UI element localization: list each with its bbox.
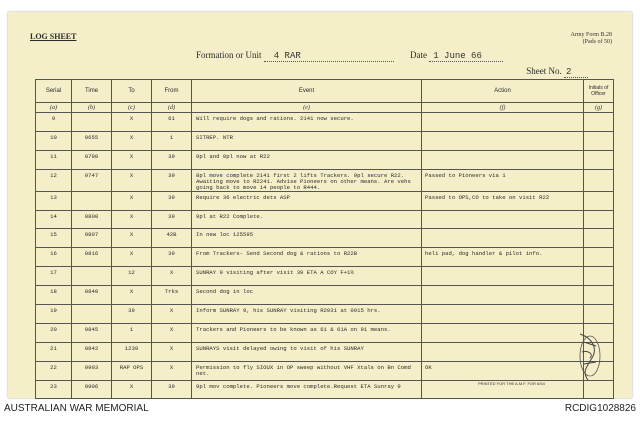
row-serial: 16	[36, 248, 72, 267]
row-action: OK	[422, 361, 584, 380]
row-initials	[584, 150, 614, 169]
row-to: X	[112, 131, 152, 150]
col-subheader: (b)	[72, 103, 112, 113]
row-from: 61	[152, 113, 192, 132]
row-serial: 20	[36, 323, 72, 342]
col-header: Action	[422, 80, 584, 103]
row-initials	[584, 248, 614, 267]
col-subheader: (c)	[112, 103, 152, 113]
row-time	[72, 267, 112, 286]
table-row	[36, 342, 614, 361]
col-subheader: (e)	[192, 103, 422, 113]
row-from: X	[152, 267, 192, 286]
row-to: X	[112, 229, 152, 248]
col-header: Event	[192, 80, 422, 103]
row-event: Inform SUNRAY 9, his SUNRAY visiting R2031 at 0915 hrs.	[192, 305, 422, 324]
row-time: 0747	[72, 169, 112, 191]
row-event: 9pl mov complete. Pioneers move complete.Request ETA Sunray 9	[192, 380, 422, 399]
row-to: X	[112, 113, 152, 132]
table-row	[36, 113, 614, 132]
row-to: 1	[112, 323, 152, 342]
row-event: Second dog in loc	[192, 286, 422, 305]
row-time: 0800	[72, 210, 112, 229]
col-header: To	[112, 80, 152, 103]
row-serial: 12	[36, 169, 72, 191]
subheader-row	[36, 103, 614, 113]
row-serial: 19	[36, 305, 72, 324]
row-action	[422, 150, 584, 169]
row-time: 0840	[72, 286, 112, 305]
row-serial: 9	[36, 113, 72, 132]
table-row	[36, 286, 614, 305]
log-sheet-page	[8, 12, 632, 398]
col-subheader: (d)	[152, 103, 192, 113]
date-label: Date	[410, 50, 427, 60]
row-initials	[584, 229, 614, 248]
row-time	[72, 305, 112, 324]
row-event: 9pl and 0pl now at R22	[192, 150, 422, 169]
row-serial: 13	[36, 191, 72, 210]
row-event: Permission to fly SIOUX in OP sweep without VHF Xtals on Bn Comd net.	[192, 361, 422, 380]
table-row	[36, 150, 614, 169]
row-from: X	[152, 361, 192, 380]
table-row	[36, 131, 614, 150]
table-row	[36, 229, 614, 248]
row-time: 0700	[72, 150, 112, 169]
table-row	[36, 169, 614, 191]
row-event: Trackers and Pioneers to be known as 61 & 61A on 91 means.	[192, 323, 422, 342]
row-to: X	[112, 248, 152, 267]
row-initials	[584, 131, 614, 150]
row-to: RAP OPS	[112, 361, 152, 380]
row-action: Passed to Pioneers via 1	[422, 169, 584, 191]
print-note: PRINTED FOR THE A.M.F. FOR 6/54	[478, 381, 545, 386]
row-event: In new loc 125595	[192, 229, 422, 248]
row-from: Trks	[152, 286, 192, 305]
col-header: Time	[72, 80, 112, 103]
row-action	[422, 229, 584, 248]
row-event: From Trackers- Send Second dog & rations to R22B	[192, 248, 422, 267]
row-event: Require 36 electric dets ASP	[192, 191, 422, 210]
row-action	[422, 342, 584, 361]
col-header: Serial	[36, 80, 72, 103]
row-event: SUNRAY 9 visiting after visit 39 ETA A COY F+1½	[192, 267, 422, 286]
sheet-number	[526, 66, 588, 78]
row-event: 8pl move complete 2141 first 2 lifts Trackers. 9pl secure R22. Awaiting move to R2241. Advise Pioneers on other means. Are vehs going back to move 14 people to R444.	[192, 169, 422, 191]
col-header: Initials of Officer	[584, 80, 614, 103]
army-form-label	[570, 32, 612, 46]
row-event: Will require dogs and rations. 2141 now secure.	[192, 113, 422, 132]
row-time: 0903	[72, 361, 112, 380]
row-initials	[584, 191, 614, 210]
row-from: 39	[152, 210, 192, 229]
row-from: X	[152, 305, 192, 324]
row-from: X	[152, 342, 192, 361]
row-time: 0842	[72, 342, 112, 361]
row-initials	[584, 305, 614, 324]
row-initials	[584, 169, 614, 191]
army-form-line1: Army Form B.28	[570, 32, 612, 38]
row-to: 12	[112, 267, 152, 286]
sheet-number-label: Sheet No.	[526, 66, 562, 76]
row-initials	[584, 286, 614, 305]
row-to: 1239	[112, 342, 152, 361]
row-event: SUNRAYS visit delayed owing to visit of his SUNRAY	[192, 342, 422, 361]
formation-label: Formation or Unit	[196, 50, 262, 60]
row-to: X	[112, 169, 152, 191]
sheet-number-value: 2	[564, 67, 588, 78]
row-action: Passed to OPS,CO to take on visit R22	[422, 191, 584, 210]
row-time: 0845	[72, 323, 112, 342]
row-action	[422, 113, 584, 132]
row-serial: 18	[36, 286, 72, 305]
row-from: 1	[152, 131, 192, 150]
row-from: X	[152, 323, 192, 342]
row-serial: 14	[36, 210, 72, 229]
row-action	[422, 305, 584, 324]
table-row	[36, 305, 614, 324]
row-time: 0906	[72, 380, 112, 399]
row-initials	[584, 113, 614, 132]
row-serial: 11	[36, 150, 72, 169]
row-event: SITREP. NTR	[192, 131, 422, 150]
row-serial: 17	[36, 267, 72, 286]
row-action	[422, 131, 584, 150]
table-row	[36, 323, 614, 342]
table-row	[36, 361, 614, 380]
row-time: 0807	[72, 229, 112, 248]
row-serial: 23	[36, 380, 72, 399]
sheet-title: LOG SHEET	[30, 32, 77, 41]
table-row	[36, 248, 614, 267]
row-to: X	[112, 286, 152, 305]
row-time: 0816	[72, 248, 112, 267]
row-event: 9pl at R22 Complete.	[192, 210, 422, 229]
officer-signature	[574, 328, 604, 384]
col-subheader: (f)	[422, 103, 584, 113]
row-to: X	[112, 210, 152, 229]
col-subheader: (a)	[36, 103, 72, 113]
row-serial: 21	[36, 342, 72, 361]
row-serial: 15	[36, 229, 72, 248]
row-serial: 22	[36, 361, 72, 380]
col-header: From	[152, 80, 192, 103]
row-to: X	[112, 191, 152, 210]
army-form-line2: (Pads of 50)	[582, 39, 612, 45]
footer-id: RCDIG1028826	[564, 403, 636, 414]
row-to: X	[112, 150, 152, 169]
row-action	[422, 210, 584, 229]
footer-source: AUSTRALIAN WAR MEMORIAL	[4, 403, 149, 414]
row-time	[72, 113, 112, 132]
row-action	[422, 267, 584, 286]
table-row	[36, 267, 614, 286]
col-subheader: (g)	[584, 103, 614, 113]
table-row	[36, 210, 614, 229]
row-action	[422, 286, 584, 305]
table-row	[36, 191, 614, 210]
row-from: 39	[152, 169, 192, 191]
row-from: 39	[152, 380, 192, 399]
date-value: 1 June 66	[429, 51, 503, 62]
row-action	[422, 323, 584, 342]
row-serial: 10	[36, 131, 72, 150]
formation-line	[196, 50, 503, 62]
log-body	[36, 113, 614, 399]
header-row	[36, 80, 614, 103]
row-to: 39	[112, 305, 152, 324]
row-time	[72, 191, 112, 210]
row-initials	[584, 210, 614, 229]
row-initials	[584, 267, 614, 286]
row-from: 39	[152, 248, 192, 267]
row-from: 42B	[152, 229, 192, 248]
log-table	[35, 79, 614, 399]
row-action: heli pad, dog handler & pilot info.	[422, 248, 584, 267]
row-time: 0655	[72, 131, 112, 150]
formation-value: 4 RAR	[264, 51, 394, 62]
row-from: 39	[152, 150, 192, 169]
row-to: X	[112, 380, 152, 399]
row-from: 39	[152, 191, 192, 210]
